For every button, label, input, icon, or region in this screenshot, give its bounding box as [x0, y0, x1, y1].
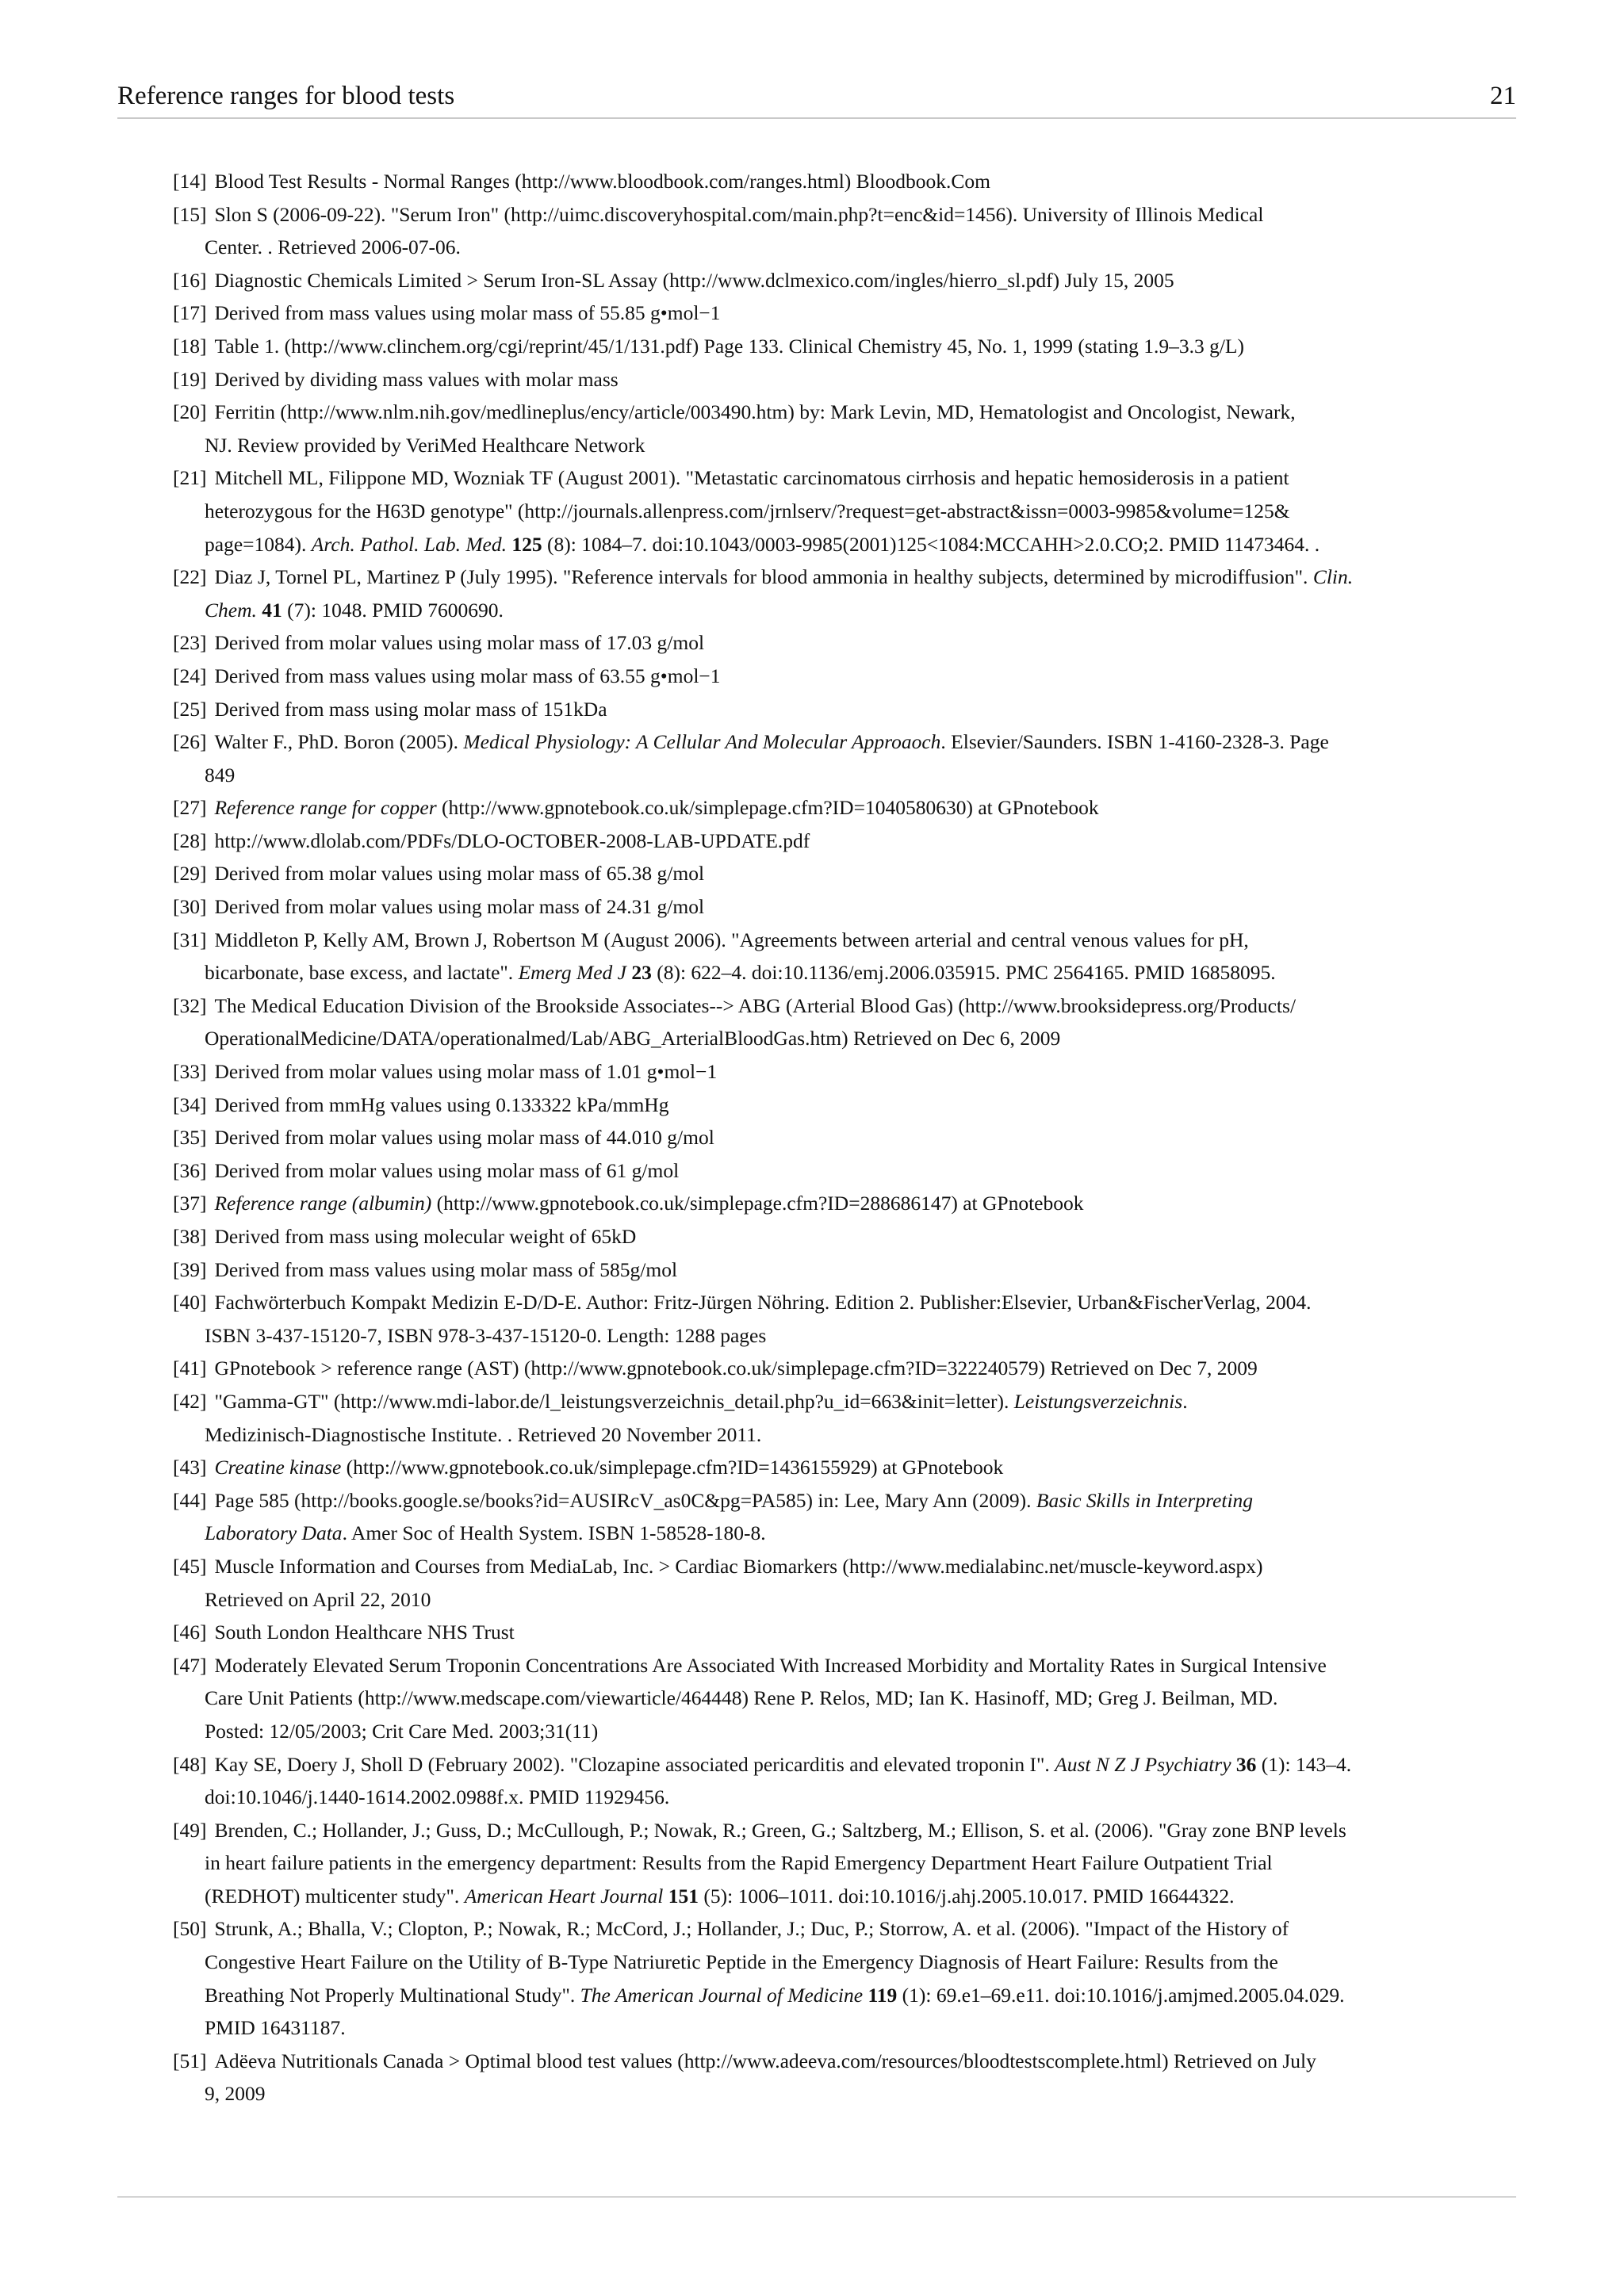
reference-item	[173, 1451, 1473, 1484]
reference-text: Derived from mass using molecular weight of 65kD	[214, 1225, 637, 1248]
reference-number: [25]	[173, 697, 207, 721]
reference-text: (http://www.gpnotebook.co.uk/simplepage.cfm?ID=288686147) at GPnotebook	[431, 1192, 1084, 1215]
reference-text: Mitchell ML, Filippone MD, Wozniak TF (August 2001). "Metastatic carcinomatous cirrhosis and hepatic hemosiderosis in a patient	[214, 466, 1289, 490]
reference-item	[173, 989, 1473, 1055]
reference-number: [41]	[173, 1357, 207, 1380]
reference-text: in heart failure patients in the emergency department: Results from the Rapid Emergency Department Heart Failure Outpatient Trial	[205, 1851, 1273, 1875]
reference-text: 849	[205, 763, 236, 786]
reference-text: Derived by dividing mass values with molar mass	[214, 367, 619, 391]
reference-list	[173, 165, 1473, 2110]
reference-item	[173, 461, 1473, 561]
reference-text: Basic Skills in Interpreting	[1036, 1488, 1254, 1512]
reference-text: 119	[868, 1983, 898, 2007]
reference-number: [35]	[173, 1126, 207, 1150]
reference-number: [51]	[173, 2049, 207, 2072]
reference-item	[173, 1352, 1473, 1385]
reference-item	[173, 1912, 1473, 2044]
reference-text: OperationalMedicine/DATA/operationalmed/Lab/ABG_ArterialBloodGas.htm) Retrieved on Dec 6, 2009	[205, 1027, 1061, 1050]
reference-number: [29]	[173, 862, 207, 886]
reference-text: Reference range for copper	[214, 796, 437, 820]
reference-number: [21]	[173, 466, 207, 490]
reference-text: Laboratory Data	[205, 1521, 343, 1545]
reference-number: [14]	[173, 170, 207, 193]
reference-text: NJ. Review provided by VeriMed Healthcare Network	[205, 433, 645, 457]
reference-number: [38]	[173, 1225, 207, 1248]
reference-text: bicarbonate, base excess, and lactate".	[205, 961, 519, 985]
reference-text: Derived from mass values using molar mass of 55.85 g•mol−1	[214, 301, 721, 325]
reference-number: [19]	[173, 367, 207, 391]
reference-number: [37]	[173, 1192, 207, 1215]
reference-item	[173, 1814, 1473, 1913]
reference-text: (8): 622–4. doi:10.1136/emj.2006.035915. PMC 2564165. PMID 16858095.	[651, 961, 1276, 985]
reference-number: [48]	[173, 1752, 207, 1776]
reference-text: Brenden, C.; Hollander, J.; Guss, D.; McCullough, P.; Nowak, R.; Green, G.; Saltzberg, M.; Ellison, S. et al. (2006). "Gray zone BNP levels	[214, 1818, 1346, 1842]
reference-number: [36]	[173, 1158, 207, 1182]
reference-text: PMID 16431187.	[205, 2016, 346, 2040]
reference-text: 151	[668, 1884, 699, 1908]
reference-number: [45]	[173, 1554, 207, 1578]
reference-number: [23]	[173, 631, 207, 655]
reference-text: Clin.	[1312, 565, 1354, 589]
reference-number: [42]	[173, 1389, 207, 1413]
reference-text: Slon S (2006-09-22). "Serum Iron" (http://uimc.discoveryhospital.com/main.php?t=enc&id=1456). University of Illinois Medical	[214, 202, 1264, 226]
page-number: 21	[1490, 82, 1516, 110]
reference-text: (1): 69.e1–69.e11. doi:10.1016/j.amjmed.2005.04.029.	[897, 1983, 1345, 2007]
reference-text: Medical Physiology: A Cellular And Molecular Approaoch	[463, 730, 941, 754]
reference-number: [34]	[173, 1093, 207, 1116]
reference-text: Fachwörterbuch Kompakt Medizin E-D/D-E. Author: Fritz-Jürgen Nöhring. Edition 2. Publisher:Elsevier, Urban&FischerVerlag, 2004.	[214, 1291, 1312, 1314]
reference-text: Derived from molar values using molar mass of 44.010 g/mol	[214, 1126, 714, 1150]
reference-number: [40]	[173, 1291, 207, 1314]
reference-text: Retrieved on April 22, 2010	[205, 1587, 431, 1611]
reference-item	[173, 264, 1473, 297]
reference-number: [26]	[173, 730, 207, 754]
reference-text: 9, 2009	[205, 2082, 266, 2106]
reference-item	[173, 1748, 1473, 1814]
reference-number: [22]	[173, 565, 207, 589]
reference-item	[173, 1187, 1473, 1220]
reference-number: [24]	[173, 664, 207, 687]
reference-number: [47]	[173, 1653, 207, 1677]
reference-item	[173, 725, 1473, 791]
reference-text: Muscle Information and Courses from MediaLab, Inc. > Cardiac Biomarkers (http://www.medialabinc.net/muscle-keyword.aspx)	[214, 1554, 1263, 1578]
reference-text: 36	[1235, 1752, 1257, 1776]
page-header	[117, 78, 1516, 119]
reference-number: [17]	[173, 301, 207, 325]
reference-text: Breathing Not Properly Multinational Study".	[205, 1983, 580, 2007]
reference-text: Leistungsverzeichnis	[1013, 1389, 1183, 1413]
reference-text: 23	[631, 961, 652, 985]
reference-text: page=1084).	[205, 532, 312, 556]
reference-text: "Gamma-GT" (http://www.mdi-labor.de/l_leistungsverzeichnis_detail.php?u_id=663&init=letter).	[214, 1389, 1014, 1413]
reference-item	[173, 1484, 1473, 1550]
reference-text: ISBN 3-437-15120-7, ISBN 978-3-437-15120-0. Length: 1288 pages	[205, 1323, 767, 1347]
reference-text: (7): 1048. PMID 7600690.	[282, 598, 504, 622]
reference-text: Derived from molar values using molar mass of 1.01 g•mol−1	[214, 1060, 718, 1084]
reference-number: [27]	[173, 796, 207, 820]
reference-text: Strunk, A.; Bhalla, V.; Clopton, P.; Nowak, R.; McCord, J.; Hollander, J.; Duc, P.; Storrow, A. et al. (2006). "Impact of the History of	[214, 1917, 1289, 1941]
reference-text: Care Unit Patients (http://www.medscape.com/viewarticle/464448) Rene P. Relos, MD; Ian K. Hasinoff, MD; Greg J. Beilman, MD.	[205, 1686, 1278, 1710]
reference-text: Diagnostic Chemicals Limited > Serum Iron-SL Assay (http://www.dclmexico.com/ingles/hierro_sl.pdf) July 15, 2005	[214, 268, 1174, 292]
reference-item	[173, 1121, 1473, 1154]
reference-item	[173, 825, 1473, 858]
reference-number: [50]	[173, 1917, 207, 1941]
reference-text: The American Journal of Medicine	[580, 1983, 864, 2007]
reference-text: Derived from mass values using molar mass of 63.55 g•mol−1	[214, 664, 721, 687]
reference-text: Aust N Z J Psychiatry	[1055, 1752, 1231, 1776]
reference-item	[173, 1286, 1473, 1352]
reference-text: Arch. Pathol. Lab. Med.	[311, 532, 507, 556]
reference-text: doi:10.1046/j.1440-1614.2002.0988f.x. PMID 11929456.	[205, 1785, 670, 1809]
reference-number: [31]	[173, 928, 207, 951]
reference-text: Middleton P, Kelly AM, Brown J, Robertson M (August 2006). "Agreements between arterial and central venous values for pH,	[214, 928, 1249, 951]
reference-text: (5): 1006–1011. doi:10.1016/j.ahj.2005.10.017. PMID 16644322.	[699, 1884, 1235, 1908]
reference-item	[173, 165, 1473, 198]
reference-item	[173, 626, 1473, 660]
reference-text: (http://www.gpnotebook.co.uk/simplepage.cfm?ID=1040580630) at GPnotebook	[436, 796, 1099, 820]
reference-text: (8): 1084–7. doi:10.1043/0003-9985(2001)125<1084:MCCAHH>2.0.CO;2. PMID 11473464. .	[542, 532, 1320, 556]
reference-text: GPnotebook > reference range (AST) (http://www.gpnotebook.co.uk/simplepage.cfm?ID=322240579) Retrieved on Dec 7, 2009	[214, 1357, 1258, 1380]
reference-item	[173, 1220, 1473, 1253]
reference-number: [30]	[173, 895, 207, 919]
reference-text: Blood Test Results - Normal Ranges (http://www.bloodbook.com/ranges.html) Bloodbook.Com	[214, 170, 990, 193]
reference-number: [20]	[173, 400, 207, 424]
reference-text: South London Healthcare NHS Trust	[214, 1621, 515, 1644]
reference-item	[173, 561, 1473, 626]
reference-text: Adëeva Nutritionals Canada > Optimal blood test values (http://www.adeeva.com/resources/bloodtestscomplete.html) Retrieved on July	[214, 2049, 1316, 2072]
reference-text: Center. . Retrieved 2006-07-06.	[205, 235, 461, 259]
reference-number: [28]	[173, 828, 207, 852]
reference-text: Table 1. (http://www.clinchem.org/cgi/reprint/45/1/131.pdf) Page 133. Clinical Chemistry 45, No. 1, 1999 (stating 1.9–3.3 g/L)	[214, 334, 1245, 358]
reference-number: [43]	[173, 1456, 207, 1479]
reference-text: Derived from mmHg values using 0.133322 kPa/mmHg	[214, 1093, 669, 1116]
reference-text: . Elsevier/Saunders. ISBN 1-4160-2328-3. Page	[940, 730, 1329, 754]
reference-number: [18]	[173, 334, 207, 358]
reference-item	[173, 396, 1473, 461]
reference-text: (http://www.gpnotebook.co.uk/simplepage.cfm?ID=1436155929) at GPnotebook	[341, 1456, 1004, 1479]
reference-item	[173, 1550, 1473, 1616]
reference-text: Walter F., PhD. Boron (2005).	[214, 730, 464, 754]
reference-text: . Amer Soc of Health System. ISBN 1-58528-180-8.	[342, 1521, 766, 1545]
reference-text: Creatine kinase	[214, 1456, 342, 1479]
reference-text: Moderately Elevated Serum Troponin Concentrations Are Associated With Increased Morbidity and Mortality Rates in Surgical Intensive	[214, 1653, 1327, 1677]
reference-item	[173, 198, 1473, 264]
reference-text: Derived from molar values using molar mass of 65.38 g/mol	[214, 862, 705, 886]
reference-item	[173, 330, 1473, 363]
reference-text: 41	[262, 598, 282, 622]
reference-text: Derived from molar values using molar mass of 17.03 g/mol	[214, 631, 705, 655]
reference-text: Emerg Med J	[518, 961, 626, 985]
reference-text: .	[1182, 1389, 1188, 1413]
reference-text: Diaz J, Tornel PL, Martinez P (July 1995). "Reference intervals for blood ammonia in healthy subjects, determined by microdiffusion".	[214, 565, 1313, 589]
reference-item	[173, 1616, 1473, 1649]
reference-item	[173, 857, 1473, 890]
reference-item	[173, 660, 1473, 693]
reference-item	[173, 791, 1473, 825]
reference-item	[173, 2045, 1473, 2110]
reference-number: [16]	[173, 268, 207, 292]
reference-text: Reference range (albumin)	[214, 1192, 432, 1215]
reference-text: (REDHOT) multicenter study".	[205, 1884, 465, 1908]
reference-text: Chem.	[205, 598, 257, 622]
reference-text: The Medical Education Division of the Brookside Associates--> ABG (Arterial Blood Gas) (http://www.brooksidepress.org/Products/	[214, 993, 1297, 1017]
reference-item	[173, 297, 1473, 330]
reference-text: Derived from molar values using molar mass of 24.31 g/mol	[214, 895, 705, 919]
reference-text: 125	[511, 532, 542, 556]
reference-text: Posted: 12/05/2003; Crit Care Med. 2003;31(11)	[205, 1719, 599, 1743]
reference-text: Ferritin (http://www.nlm.nih.gov/medlineplus/ency/article/003490.htm) by: Mark Levin, MD, Hematologist and Oncologist, Newark,	[214, 400, 1296, 424]
reference-item	[173, 363, 1473, 396]
reference-number: [46]	[173, 1621, 207, 1644]
reference-text: Medizinisch-Diagnostische Institute. . Retrieved 20 November 2011.	[205, 1422, 762, 1446]
reference-number: [15]	[173, 202, 207, 226]
reference-text: heterozygous for the H63D genotype" (http://journals.allenpress.com/jrnlserv/?request=get-abstract&issn=0003-9985&volume=125&	[205, 499, 1290, 522]
reference-item	[173, 693, 1473, 726]
reference-text: American Heart Journal	[464, 1884, 664, 1908]
reference-text: Kay SE, Doery J, Sholl D (February 2002). "Clozapine associated pericarditis and elevated troponin I".	[214, 1752, 1055, 1776]
reference-text: Derived from molar values using molar mass of 61 g/mol	[214, 1158, 680, 1182]
reference-item	[173, 1649, 1473, 1748]
reference-text: Page 585 (http://books.google.se/books?id=AUSIRcV_as0C&pg=PA585) in: Lee, Mary Ann (2009).	[214, 1488, 1036, 1512]
reference-item	[173, 1055, 1473, 1089]
reference-text: Derived from mass using molar mass of 151kDa	[214, 697, 607, 721]
reference-text: http://www.dlolab.com/PDFs/DLO-OCTOBER-2008-LAB-UPDATE.pdf	[214, 828, 810, 852]
page-title: Reference ranges for blood tests	[117, 82, 455, 110]
reference-text: Derived from mass values using molar mass of 585g/mol	[214, 1257, 678, 1281]
reference-text: Congestive Heart Failure on the Utility of B-Type Natriuretic Peptide in the Emergency Diagnosis of Heart Failure: Results from the	[205, 1950, 1278, 1974]
reference-number: [39]	[173, 1257, 207, 1281]
reference-item	[173, 1253, 1473, 1287]
reference-item	[173, 1154, 1473, 1188]
reference-text: (1): 143–4.	[1256, 1752, 1352, 1776]
reference-number: [44]	[173, 1488, 207, 1512]
reference-item	[173, 890, 1473, 924]
reference-number: [33]	[173, 1060, 207, 1084]
footer-rule	[117, 2196, 1516, 2198]
reference-item	[173, 1385, 1473, 1451]
reference-item	[173, 1089, 1473, 1122]
reference-number: [49]	[173, 1818, 207, 1842]
reference-item	[173, 924, 1473, 989]
reference-number: [32]	[173, 993, 207, 1017]
